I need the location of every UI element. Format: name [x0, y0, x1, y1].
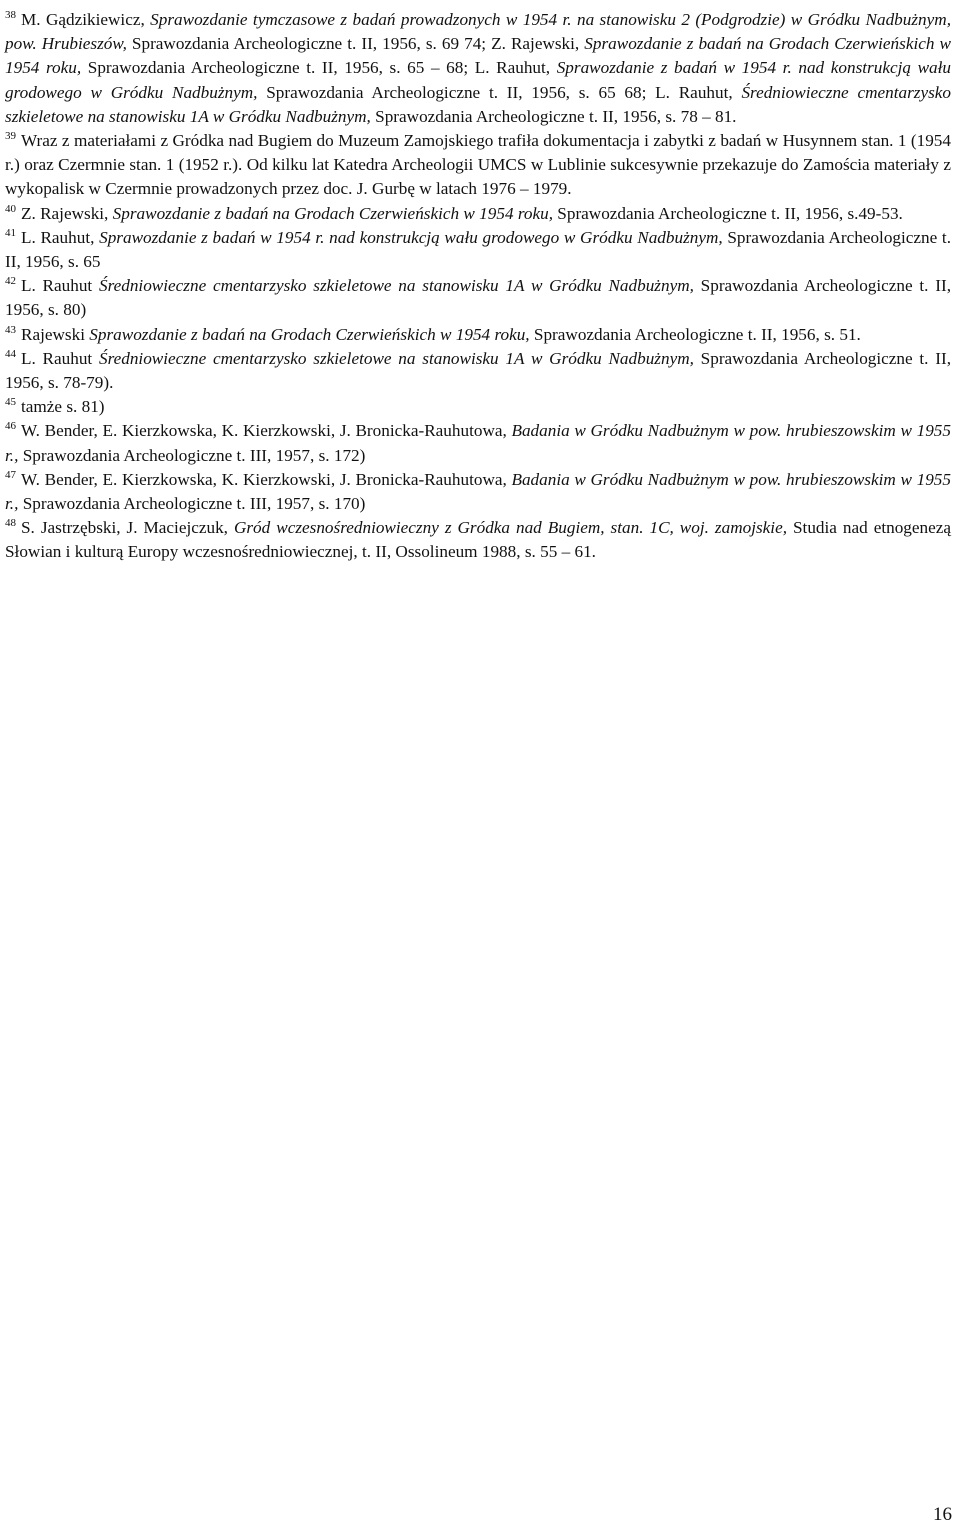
- footnote-title: Sprawozdanie tymczasowe z badań prowadzonych w 1954 r. na stanowisku 2 (Podgrodzie) w Gródku Nadbużnym, pow. Hrubieszów,: [5, 10, 951, 54]
- footnote-title: Sprawozdanie z badań w 1954 r. nad konstrukcją wału grodowego w Gródku Nadbużnym,: [5, 58, 951, 102]
- footnote-number: 45: [5, 396, 16, 409]
- footnote-38: [5, 8, 951, 129]
- footnote-number: 48: [5, 517, 16, 530]
- footnote-text: S. Jastrzębski, J. Maciejczuk,: [21, 518, 234, 538]
- footnote-title: Badania w Gródku Nadbużnym w pow. hrubieszowskim w 1955 r.,: [5, 421, 951, 465]
- footnote-text: Sprawozdania Archeologiczne t. II, 1956, s. 80): [5, 276, 951, 320]
- footnote-text: Studia nad etnogenezą Słowian i kulturą Europy wczesnośredniowiecznej, t. II, Ossolineum 1988, s. 55 – 61.: [5, 518, 952, 562]
- footnote-number: 41: [5, 226, 16, 239]
- footnote-43: [5, 323, 951, 347]
- footnote-40: [5, 202, 951, 226]
- footnote-text: Sprawozdania Archeologiczne t. II, 1956, s. 69 74; Z. Rajewski,: [126, 34, 585, 54]
- footnote-text: Wraz z materiałami z Gródka nad Bugiem do Muzeum Zamojskiego trafiła dokumentacja i zabytki z badań w Husynnem stan. 1 (1954 r.) oraz Czermnie stan. 1 (1952 r.). Od kilku lat Katedra Archeologii UMCS w Lublinie sukcesywnie przekazuje do Zamościa materiały z wykopalisk w Czermnie prowadzonych przez doc. J. Gurbę w latach 1976 – 1979.: [5, 131, 951, 199]
- footnote-42: [5, 274, 951, 322]
- footnote-text: Sprawozdania Archeologiczne t. II, 1956, s. 51.: [529, 324, 861, 344]
- footnote-title: Gród wczesnośredniowieczny z Gródka nad Bugiem, stan. 1C, woj. zamojskie,: [233, 518, 788, 538]
- footnote-number: 46: [5, 420, 16, 433]
- footnote-number: 43: [5, 323, 16, 336]
- footnote-title: Średniowieczne cmentarzysko szkieletowe na stanowisku 1A w Gródku Nadbużnym,: [98, 348, 694, 368]
- footnote-47: [5, 468, 951, 516]
- footnote-title: Średniowieczne cmentarzysko szkieletowe na stanowisku 1A w Gródku Nadbużnym,: [5, 82, 951, 126]
- footnote-39: [5, 129, 951, 202]
- footnote-text: L. Rauhut: [21, 276, 99, 296]
- footnote-number: 39: [5, 130, 16, 143]
- footnote-46: [5, 419, 951, 467]
- footnote-text: Rajewski: [21, 324, 90, 344]
- footnote-number: 40: [5, 202, 16, 215]
- footnote-text: Sprawozdania Archeologiczne t. III, 1957, s. 170): [18, 494, 366, 514]
- footnote-text: tamże s. 81): [21, 397, 105, 417]
- footnote-text: L. Rauhut,: [21, 227, 100, 247]
- footnote-text: Sprawozdania Archeologiczne t. II, 1956, s. 65 68; L. Rauhut,: [257, 82, 742, 102]
- footnote-45: [5, 395, 951, 419]
- footnote-text: W. Bender, E. Kierzkowska, K. Kierzkowski, J. Bronicka-Rauhutowa,: [21, 421, 512, 441]
- footnote-text: Sprawozdania Archeologiczne t. II, 1956, s. 78-79).: [5, 348, 951, 393]
- footnote-41: [5, 226, 951, 274]
- footnote-text: Sprawozdania Archeologiczne t. II, 1956, s.49-53.: [553, 203, 903, 223]
- footnote-number: 42: [5, 275, 16, 288]
- footnote-text: Sprawozdania Archeologiczne t. II, 1956, s. 78 – 81.: [370, 106, 737, 126]
- footnote-number: 47: [5, 468, 16, 481]
- footnote-title: Sprawozdanie z badań na Grodach Czerwieńskich w 1954 roku,: [112, 203, 553, 223]
- page-number: 16: [933, 1504, 952, 1525]
- footnote-title: Badania w Gródku Nadbużnym w pow. hrubieszowskim w 1955 r.,: [5, 469, 951, 514]
- footnote-text: Sprawozdania Archeologiczne t. II, 1956, s. 65: [5, 227, 952, 272]
- footnotes-section: [5, 8, 951, 565]
- footnote-number: 38: [5, 9, 16, 21]
- footnote-text: W. Bender, E. Kierzkowska, K. Kierzkowski, J. Bronicka-Rauhutowa,: [21, 469, 512, 489]
- footnote-text: Sprawozdania Archeologiczne t. III, 1957, s. 172): [18, 445, 366, 465]
- footnote-title: Sprawozdanie z badań w 1954 r. nad konstrukcją wału grodowego w Gródku Nadbużnym,: [99, 227, 723, 247]
- footnote-title: Sprawozdanie z badań na Grodach Czerwieńskich w 1954 roku,: [89, 324, 530, 344]
- footnote-44: [5, 347, 951, 395]
- footnote-text: M. Gądzikiewicz,: [21, 10, 151, 29]
- footnote-text: L. Rauhut: [21, 348, 99, 368]
- footnote-number: 44: [5, 347, 16, 360]
- footnote-title: Sprawozdanie z badań na Grodach Czerwieńskich w 1954 roku,: [5, 34, 951, 78]
- footnote-48: [5, 516, 951, 564]
- footnote-text: Sprawozdania Archeologiczne t. II, 1956, s. 65 – 68; L. Rauhut,: [81, 58, 557, 78]
- footnote-text: Z. Rajewski,: [21, 203, 113, 223]
- footnote-title: Średniowieczne cmentarzysko szkieletowe na stanowisku 1A w Gródku Nadbużnym,: [98, 276, 694, 296]
